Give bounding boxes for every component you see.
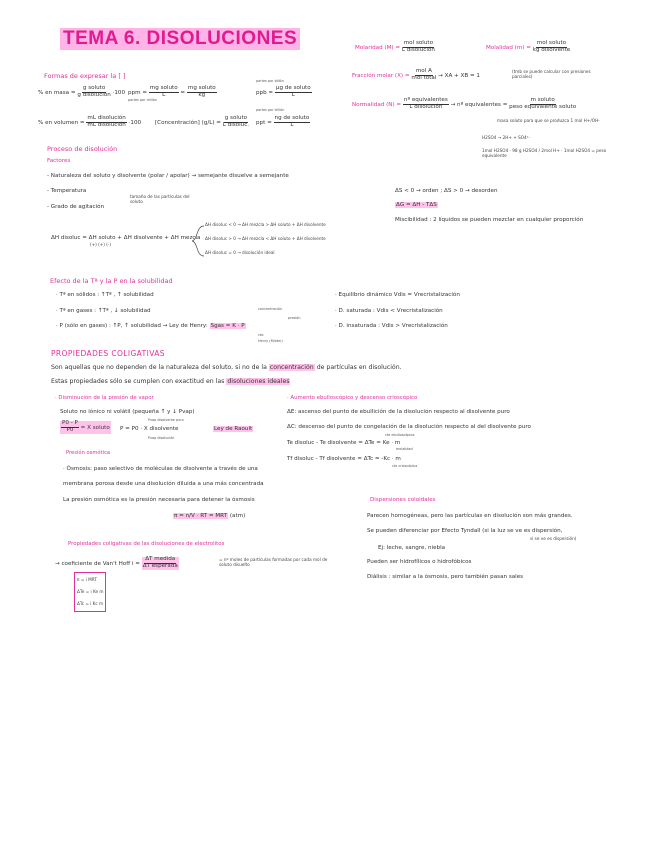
ebulloscopica-note: cte ebulloscópica: [385, 433, 415, 437]
gibbs-equation: ΔG = ΔH - TΔS: [396, 202, 437, 208]
coloidales-dialisis: Diálisis : similar a la ósmosis, pero también pasan sales: [367, 574, 524, 580]
entalpia-signs: (+) (+) (-): [90, 242, 111, 247]
coloidales-line-1: Parecen homogéneas, pero las partículas en disolución son más grandes.: [367, 513, 573, 519]
vant-hoff-line: → coeficiente de Van't Hoff i = $\frac{\text{ΔT medida}}{\text{ΔT esperada}}$: [55, 556, 178, 569]
coloidales-ejemplos: Ej: leche, sangre, niebla: [378, 545, 446, 551]
entalpia-equation: ΔH disoluc = ΔH soluto + ΔH disolvente + ΔH mezcla: [51, 235, 201, 241]
factor-temperatura: - Temperatura: [47, 188, 87, 194]
coloidales-line-2b: si se ve es dispersión): [530, 536, 577, 541]
osmosis-line-2: membrana porosa desde una disolución diluida a una más concentrada: [63, 481, 264, 487]
efecto-presion: · P (sólo en gases) : ↑P, ↑ solubilidad → Ley de Henry: Sgas = K · P: [56, 323, 245, 329]
electrolitos-heading: Propiedades coligativas de las disoluciones de electrolitos: [68, 541, 225, 547]
ppb-note: partes por billón: [256, 79, 284, 83]
coligativas-intro-1: Son aquellas que no dependen de la naturaleza del soluto, si no de la concentración de partículas en disolución.: [51, 364, 402, 371]
entalpia-case-positive: ΔH disoluc > 0 → ΔH mezcla < ΔH soluto + ΔH disolvente: [205, 236, 326, 241]
osmosis-line-1: · Ósmosis: paso selectivo de moléculas de disolvente a través de una: [63, 466, 258, 472]
molalidad-note: molalidad: [396, 447, 413, 451]
osmosis-line-3: La presión osmótica es la presión necesaria para detener la ósmosis: [63, 497, 255, 503]
factor-agitacion-note: tamaño de las partículas del soluto: [130, 194, 190, 204]
normalidad-formula: Normalidad (N) = $\frac{\text{nº equivalentes}}{\text{L disolución}}$ → nº equivalentes = $\frac{\text{m soluto}}{\text{peso equivalente soluto}}$: [352, 97, 577, 110]
proceso-heading: Proceso de disolución: [47, 145, 118, 153]
henry-cte: cte.: [258, 333, 265, 337]
entalpia-brace: [190, 224, 206, 258]
coligativas-heading: PROPIEDADES COLIGATIVAS: [51, 349, 165, 358]
disminucion-note: Soluto no iónico ni volátil (pequeña ↑ y ↓ Pvap): [60, 409, 195, 415]
formas-heading: Formas de expresar la [ ]: [44, 72, 126, 80]
vant-hoff-definition: = nº moles de partículas formadas por cada mol de soluto disuelto: [219, 557, 328, 567]
aumento-heading: · Aumento ebulloscópico y descenso crioscópico: [287, 395, 418, 401]
peso-equivalente-calc: 1mol H2SO4 · 98 g H2SO4 / 2mol H+ · 1mol H2SO4 = peso equivalente: [482, 148, 607, 158]
ebulloscopico-equation: Te disoluc - Te disolvente = ΔTe = Ke · m: [287, 440, 401, 446]
equilibrio-dinamico: · Equilibrio dinámico Vdis = Vrecristalización: [335, 292, 460, 298]
ppm-note: partes por millón: [128, 98, 157, 102]
disolucion-saturada: · D. saturada : Vdis < Vrecristalización: [335, 308, 443, 314]
ascenso-ebullicion: ΔE: ascenso del punto de ebullición de la disolución respecto al disolvente puro: [287, 409, 510, 415]
efecto-solidos: · Tª en sólidos : ↑Tª , ↑ solubilidad: [56, 292, 154, 298]
disolucion-insaturada: · D. insaturada : Vdis > Vrecristalización: [335, 323, 448, 329]
masa-percent-formula: % en masa = $\frac{\text{g soluto}}{\text{g disolución}}$ ·100: [38, 85, 126, 98]
disminucion-heading: · Disminución de la presión de vapor: [55, 395, 154, 401]
volumen-percent-formula: % en volumen = $\frac{\text{mL disolución}}{\text{mL disolución}}$ ·100: [38, 115, 142, 128]
molalidad-formula: Molalidad (m) = $\frac{\text{mol soluto}}{\text{kg disolvente}}$: [486, 40, 571, 53]
raoult-equation: P = P0 · X disolvente: [120, 426, 179, 432]
ppt-formula: ppt = $\frac{\text{ng de soluto}}{L}$: [256, 115, 310, 128]
box-osmotica: π = i MRT: [77, 577, 97, 582]
entalpia-case-zero: ΔH disoluc = 0 → disolución ideal: [205, 250, 275, 255]
coloidales-line-2: Se pueden diferenciar por Efecto Tyndall (si la luz se ve es dispersión,: [367, 528, 563, 534]
entalpia-case-negative: ΔH disoluc < 0 → ΔH mezcla > ΔH soluto + ΔH disolvente: [205, 222, 326, 227]
h2so4-reaction: H2SO4 → 2H+ + SO4²⁻: [482, 135, 531, 140]
box-ebulloscopico: ΔTe = i Ke m: [77, 589, 104, 594]
miscibilidad-line: Miscibilidad : 2 líquidos se pueden mezclar en cualquier proporción: [395, 217, 584, 223]
page-title: TEMA 6. DISOLUCIONES: [60, 28, 300, 50]
coloidales-heading: Dispersiones coloidales: [370, 497, 436, 503]
fraccion-note: (tmb se puede calcular con presiones parciales): [512, 69, 591, 79]
crioscopica-note: cte crioscópica: [392, 464, 418, 468]
raoult-fraction: $\frac{P0 - P}{P0}$ = X soluto: [62, 420, 110, 433]
molaridad-formula: Molaridad (M) = $\frac{\text{mol soluto}}{\text{L disolución}}$: [355, 40, 435, 53]
factores-heading: Factores: [47, 158, 71, 164]
efecto-heading: Efecto de la Tª y la P en la solubilidad: [50, 277, 173, 285]
ppm-formula: ppm = $\frac{\text{mg soluto}}{L}$ = $\frac{\text{mg soluto}}{kg}$: [128, 85, 216, 98]
entropia-line: ΔS < 0 → orden ; ΔS > 0 → desorden: [395, 188, 498, 194]
henry-presion: presión: [288, 316, 301, 320]
ppb-formula: ppb = $\frac{\text{µg de soluto}}{L}$: [256, 85, 311, 98]
factor-naturaleza: - Naturaleza del soluto y disolvente (polar / apolar) → semejante disuelve a semejante: [47, 173, 289, 179]
presion-osmotica-heading: Presión osmótica: [66, 450, 111, 456]
coloidales-hidro: Pueden ser hidrofílicos o hidrofóbicos: [367, 559, 472, 565]
raoult-note-disolucion: Pvap disolución: [148, 436, 175, 440]
concentracion-formula: [Concentración] (g/L) = $\frac{\text{g soluto}}{\text{L disoluc.}}$: [155, 115, 250, 128]
efecto-gases: · Tª en gases : ↑Tª , ↓ solubilidad: [56, 308, 151, 314]
factor-agitacion: - Grado de agitación: [47, 204, 105, 210]
coligativas-intro-2: Estas propiedades sólo se cumplen con exactitud en las disoluciones ideales: [51, 378, 290, 385]
crioscopico-equation: Tf disoluc - Tf disolvente = ΔTc = -Kc · m: [287, 456, 401, 462]
masa-soluto-note: masa soluto para que se produzca 1 mol H+/OH-: [497, 118, 600, 123]
ppt-note: partes por trillón: [256, 108, 285, 112]
osmosis-equation: π = n/V · RT = MRT (atm): [174, 513, 246, 519]
henry-concentracion: concentración: [258, 307, 283, 311]
descenso-congelacion: ΔC: descenso del punto de congelación de la disolución respecto al del disolvente puro: [287, 424, 531, 430]
raoult-note-puro: Pvap disolvente puro: [148, 418, 184, 422]
electrolitos-box: [74, 572, 106, 612]
henry-unit: Henry (M/atm): [258, 339, 283, 343]
box-crioscopico: ΔTc = i Kc m: [77, 601, 104, 606]
raoult-law-label: Ley de Raoult: [214, 426, 253, 432]
fraccion-molar-formula: Fracción molar (X) = $\frac{\text{mol A}}{\text{mol total}}$ → XA + XB = 1: [352, 68, 480, 81]
